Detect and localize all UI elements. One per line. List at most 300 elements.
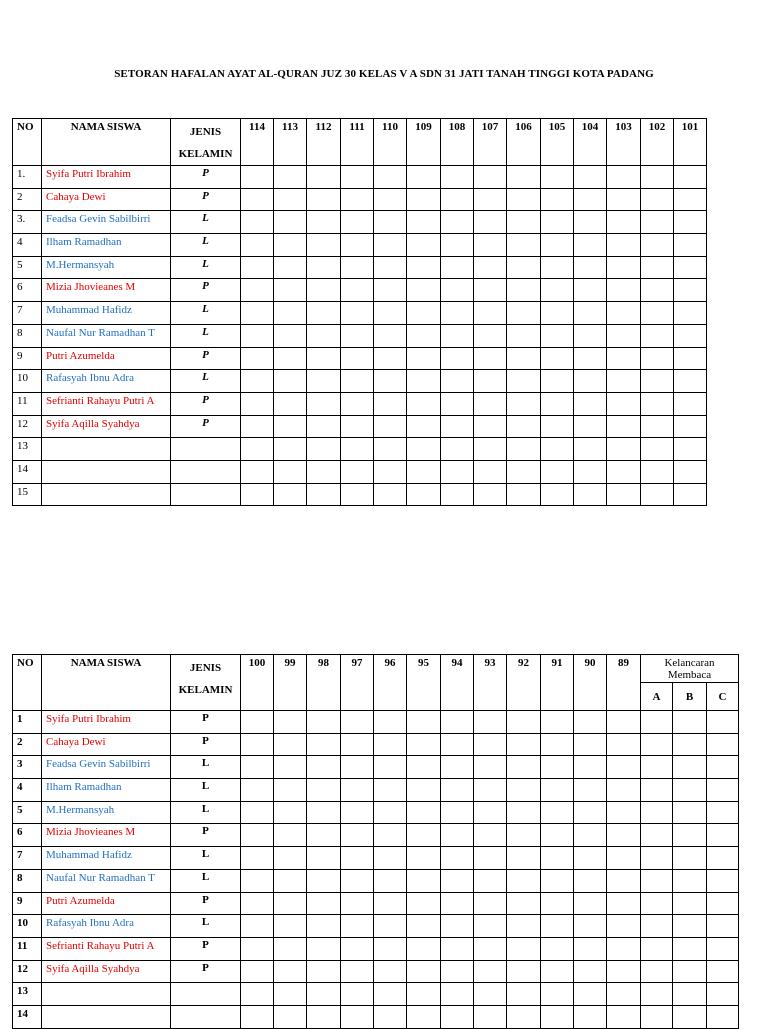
score-cell [541, 324, 574, 347]
score-cell [574, 915, 607, 938]
score-cell [441, 711, 474, 734]
score-cell [641, 438, 674, 461]
header-grade-c: C [707, 683, 739, 711]
score-cell [607, 347, 641, 370]
score-cell [507, 937, 541, 960]
score-cell [641, 279, 674, 302]
score-cell [507, 711, 541, 734]
score-cell [341, 188, 374, 211]
score-cell [541, 279, 574, 302]
student-gender: P [171, 733, 241, 756]
score-cell [374, 892, 407, 915]
score-cell [374, 234, 407, 257]
score-cell [474, 892, 507, 915]
score-cell [674, 460, 707, 483]
row-number: 5 [13, 801, 42, 824]
score-cell [507, 892, 541, 915]
score-cell [274, 824, 307, 847]
score-cell [541, 1005, 574, 1028]
score-cell [307, 847, 341, 870]
header-surah-98: 98 [307, 655, 341, 711]
score-cell [241, 869, 274, 892]
score-cell [307, 166, 341, 189]
score-cell [607, 188, 641, 211]
score-cell [307, 937, 341, 960]
score-cell [441, 824, 474, 847]
score-cell [541, 711, 574, 734]
score-cell [474, 801, 507, 824]
score-cell [241, 983, 274, 1006]
score-cell [407, 234, 441, 257]
score-cell [407, 166, 441, 189]
score-cell [474, 392, 507, 415]
header-surah-108: 108 [441, 119, 474, 166]
student-gender [171, 1005, 241, 1028]
score-cell [507, 779, 541, 802]
score-cell [674, 188, 707, 211]
score-cell [507, 324, 541, 347]
score-cell [441, 960, 474, 983]
score-cell [341, 370, 374, 393]
score-cell [641, 234, 674, 257]
score-cell [474, 824, 507, 847]
student-name: Muhammad Hafidz [42, 302, 171, 325]
score-cell [307, 711, 341, 734]
score-cell [607, 279, 641, 302]
score-cell [374, 847, 407, 870]
score-cell [541, 370, 574, 393]
score-cell [241, 483, 274, 506]
student-name: Syifa Aqilla Syahdya [42, 415, 171, 438]
score-cell [641, 188, 674, 211]
score-cell [274, 733, 307, 756]
score-cell [541, 415, 574, 438]
score-cell [541, 756, 574, 779]
score-cell [707, 824, 739, 847]
score-cell [641, 733, 673, 756]
score-cell [441, 756, 474, 779]
row-number: 6 [13, 824, 42, 847]
score-cell [241, 460, 274, 483]
student-gender: L [171, 915, 241, 938]
score-cell [407, 733, 441, 756]
header-surah-103: 103 [607, 119, 641, 166]
score-cell [441, 347, 474, 370]
header-name: NAMA SISWA [42, 119, 171, 166]
score-cell [607, 256, 641, 279]
score-cell [474, 256, 507, 279]
student-gender: L [171, 869, 241, 892]
table-row [13, 1005, 739, 1028]
score-cell [341, 234, 374, 257]
table-row [13, 711, 739, 734]
score-cell [374, 438, 407, 461]
score-cell [307, 256, 341, 279]
score-cell [607, 370, 641, 393]
score-cell [673, 937, 707, 960]
header-surah-89: 89 [607, 655, 641, 711]
score-cell [407, 847, 441, 870]
score-cell [641, 779, 673, 802]
score-cell [674, 324, 707, 347]
score-cell [307, 234, 341, 257]
score-cell [641, 415, 674, 438]
score-cell [674, 279, 707, 302]
score-cell [574, 188, 607, 211]
score-cell [274, 211, 307, 234]
table-row [13, 302, 707, 325]
header-surah-91: 91 [541, 655, 574, 711]
score-cell [574, 733, 607, 756]
score-cell [274, 711, 307, 734]
student-name: Naufal Nur Ramadhan T [42, 324, 171, 347]
score-cell [407, 937, 441, 960]
score-cell [307, 392, 341, 415]
student-gender: L [171, 302, 241, 325]
score-cell [541, 392, 574, 415]
table-row [13, 460, 707, 483]
table-row [13, 483, 707, 506]
row-number: 8 [13, 869, 42, 892]
score-cell [641, 960, 673, 983]
score-cell [574, 256, 607, 279]
score-cell [241, 801, 274, 824]
score-cell [407, 711, 441, 734]
score-cell [441, 733, 474, 756]
student-name: Sefrianti Rahayu Putri A [42, 937, 171, 960]
student-gender: L [171, 847, 241, 870]
score-cell [474, 483, 507, 506]
score-cell [241, 256, 274, 279]
score-cell [307, 211, 341, 234]
score-cell [274, 415, 307, 438]
score-cell [407, 892, 441, 915]
student-name: M.Hermansyah [42, 801, 171, 824]
score-cell [574, 324, 607, 347]
header-surah-90: 90 [574, 655, 607, 711]
score-cell [507, 347, 541, 370]
student-name: Cahaya Dewi [42, 188, 171, 211]
score-cell [574, 869, 607, 892]
score-cell [707, 1005, 739, 1028]
score-cell [541, 824, 574, 847]
score-cell [574, 211, 607, 234]
score-cell [441, 370, 474, 393]
score-cell [241, 1005, 274, 1028]
memorization-table-1 [12, 118, 707, 506]
score-cell [607, 915, 641, 938]
score-cell [574, 370, 607, 393]
score-cell [307, 779, 341, 802]
score-cell [673, 824, 707, 847]
score-cell [541, 915, 574, 938]
score-cell [574, 234, 607, 257]
score-cell [607, 324, 641, 347]
score-cell [407, 324, 441, 347]
table-row [13, 801, 739, 824]
score-cell [474, 937, 507, 960]
score-cell [707, 960, 739, 983]
student-name: Ilham Ramadhan [42, 234, 171, 257]
score-cell [574, 892, 607, 915]
score-cell [541, 937, 574, 960]
score-cell [441, 211, 474, 234]
score-cell [274, 869, 307, 892]
table-row [13, 733, 739, 756]
score-cell [374, 915, 407, 938]
table-row [13, 234, 707, 257]
row-number: 9 [13, 347, 42, 370]
score-cell [374, 733, 407, 756]
score-cell [641, 937, 673, 960]
score-cell [241, 711, 274, 734]
score-cell [341, 869, 374, 892]
table-row [13, 824, 739, 847]
score-cell [541, 869, 574, 892]
score-cell [541, 801, 574, 824]
score-cell [641, 756, 673, 779]
row-number: 11 [13, 392, 42, 415]
score-cell [441, 438, 474, 461]
score-cell [407, 756, 441, 779]
score-cell [341, 892, 374, 915]
score-cell [474, 438, 507, 461]
score-cell [607, 892, 641, 915]
score-cell [707, 711, 739, 734]
score-cell [541, 847, 574, 870]
score-cell [474, 347, 507, 370]
score-cell [407, 460, 441, 483]
score-cell [574, 937, 607, 960]
score-cell [241, 937, 274, 960]
score-cell [474, 166, 507, 189]
score-cell [541, 733, 574, 756]
row-number: 10 [13, 915, 42, 938]
score-cell [507, 983, 541, 1006]
row-number: 13 [13, 983, 42, 1006]
score-cell [274, 756, 307, 779]
table-row [13, 937, 739, 960]
header-name: NAMA SISWA [42, 655, 171, 711]
score-cell [673, 756, 707, 779]
header-surah-92: 92 [507, 655, 541, 711]
score-cell [641, 256, 674, 279]
score-cell [641, 347, 674, 370]
score-cell [474, 324, 507, 347]
header-surah-107: 107 [474, 119, 507, 166]
score-cell [673, 915, 707, 938]
score-cell [241, 188, 274, 211]
score-cell [607, 460, 641, 483]
score-cell [374, 483, 407, 506]
score-cell [307, 801, 341, 824]
score-cell [341, 415, 374, 438]
score-cell [407, 483, 441, 506]
header-surah-93: 93 [474, 655, 507, 711]
row-number: 15 [13, 483, 42, 506]
student-name: Mizia Jhovieanes M [42, 824, 171, 847]
score-cell [307, 733, 341, 756]
row-number: 1. [13, 166, 42, 189]
score-cell [341, 438, 374, 461]
score-cell [674, 392, 707, 415]
score-cell [507, 801, 541, 824]
row-number: 10 [13, 370, 42, 393]
score-cell [641, 824, 673, 847]
student-gender: L [171, 234, 241, 257]
score-cell [341, 847, 374, 870]
score-cell [341, 937, 374, 960]
score-cell [407, 347, 441, 370]
header-surah-96: 96 [374, 655, 407, 711]
header-surah-99: 99 [274, 655, 307, 711]
score-cell [274, 256, 307, 279]
row-number: 14 [13, 460, 42, 483]
score-cell [673, 733, 707, 756]
student-name [42, 460, 171, 483]
score-cell [274, 460, 307, 483]
student-name: Putri Azumelda [42, 892, 171, 915]
score-cell [507, 370, 541, 393]
score-cell [574, 483, 607, 506]
student-gender: P [171, 711, 241, 734]
score-cell [407, 438, 441, 461]
score-cell [541, 779, 574, 802]
student-name: Sefrianti Rahayu Putri A [42, 392, 171, 415]
header-surah-105: 105 [541, 119, 574, 166]
score-cell [707, 733, 739, 756]
score-cell [541, 983, 574, 1006]
score-cell [574, 779, 607, 802]
score-cell [507, 234, 541, 257]
score-cell [374, 779, 407, 802]
score-cell [307, 347, 341, 370]
score-cell [474, 779, 507, 802]
student-gender: P [171, 188, 241, 211]
score-cell [441, 869, 474, 892]
score-cell [407, 188, 441, 211]
score-cell [407, 869, 441, 892]
score-cell [441, 166, 474, 189]
score-cell [673, 1005, 707, 1028]
score-cell [707, 847, 739, 870]
score-cell [307, 869, 341, 892]
row-number: 3. [13, 211, 42, 234]
score-cell [507, 438, 541, 461]
score-cell [507, 211, 541, 234]
score-cell [607, 937, 641, 960]
score-cell [574, 460, 607, 483]
score-cell [407, 779, 441, 802]
header-surah-100: 100 [241, 655, 274, 711]
score-cell [707, 892, 739, 915]
score-cell [274, 960, 307, 983]
row-number: 5 [13, 256, 42, 279]
score-cell [607, 166, 641, 189]
score-cell [274, 915, 307, 938]
header-surah-95: 95 [407, 655, 441, 711]
table-row [13, 256, 707, 279]
header-surah-104: 104 [574, 119, 607, 166]
score-cell [374, 801, 407, 824]
header-surah-94: 94 [441, 655, 474, 711]
score-cell [374, 756, 407, 779]
score-cell [374, 279, 407, 302]
header-surah-114: 114 [241, 119, 274, 166]
score-cell [541, 166, 574, 189]
score-cell [307, 415, 341, 438]
header-gender-line2: KELAMIN [178, 684, 233, 696]
table-row [13, 211, 707, 234]
header-surah-101: 101 [674, 119, 707, 166]
score-cell [307, 438, 341, 461]
table-row [13, 392, 707, 415]
header-surah-110: 110 [374, 119, 407, 166]
score-cell [341, 733, 374, 756]
score-cell [241, 824, 274, 847]
score-cell [641, 211, 674, 234]
score-cell [241, 324, 274, 347]
student-gender: P [171, 824, 241, 847]
student-gender: P [171, 937, 241, 960]
score-cell [341, 1005, 374, 1028]
score-cell [474, 915, 507, 938]
table-row [13, 847, 739, 870]
score-cell [474, 302, 507, 325]
score-cell [474, 415, 507, 438]
score-cell [474, 211, 507, 234]
score-cell [241, 211, 274, 234]
score-cell [673, 801, 707, 824]
score-cell [341, 779, 374, 802]
score-cell [441, 483, 474, 506]
score-cell [541, 483, 574, 506]
student-name: Mizia Jhovieanes M [42, 279, 171, 302]
score-cell [374, 1005, 407, 1028]
student-name: Syifa Aqilla Syahdya [42, 960, 171, 983]
score-cell [674, 234, 707, 257]
row-number: 14 [13, 1005, 42, 1028]
score-cell [507, 1005, 541, 1028]
student-gender: P [171, 392, 241, 415]
score-cell [241, 779, 274, 802]
score-cell [507, 302, 541, 325]
score-cell [673, 847, 707, 870]
row-number: 2 [13, 188, 42, 211]
score-cell [374, 824, 407, 847]
score-cell [474, 869, 507, 892]
student-name: Cahaya Dewi [42, 733, 171, 756]
student-gender: L [171, 211, 241, 234]
score-cell [374, 460, 407, 483]
score-cell [441, 801, 474, 824]
score-cell [607, 869, 641, 892]
row-number: 8 [13, 324, 42, 347]
table-row [13, 756, 739, 779]
score-cell [407, 960, 441, 983]
score-cell [641, 460, 674, 483]
header-surah-111: 111 [341, 119, 374, 166]
score-cell [274, 438, 307, 461]
row-number: 9 [13, 892, 42, 915]
table-row [13, 438, 707, 461]
score-cell [374, 392, 407, 415]
score-cell [507, 915, 541, 938]
score-cell [507, 756, 541, 779]
score-cell [607, 983, 641, 1006]
score-cell [374, 937, 407, 960]
score-cell [641, 892, 673, 915]
